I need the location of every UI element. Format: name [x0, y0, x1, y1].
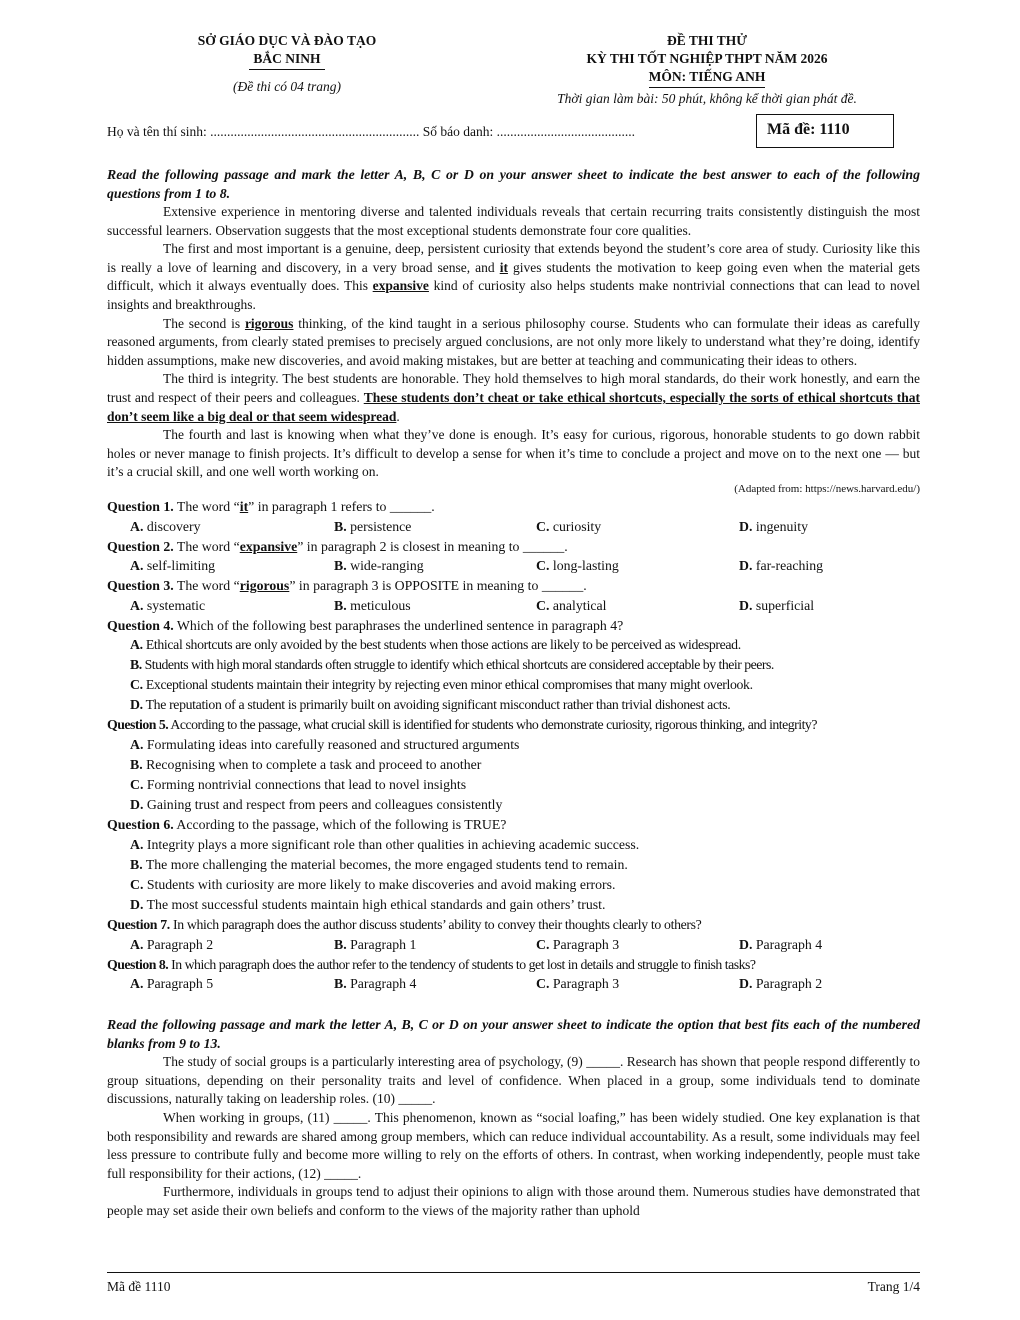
exam-title-block [497, 32, 917, 110]
option-d[interactable]: D. superficial [739, 597, 815, 613]
cloze-paragraph-1: The study of social groups is a particularly interesting area of psychology, (9) _____. Research has shown that people respond differently to group situations, depending on their personality traits and level of confidence. When placed in a group, some individuals tend to dominate discussions, naturally taking on leadership roles. (10) _____. [107, 1054, 920, 1107]
option-d[interactable]: D. far-reaching [739, 558, 823, 574]
candidate-id-field[interactable]: Số báo danh: ......................................... [422, 124, 635, 139]
option-d[interactable]: D. ingenuity [739, 518, 808, 534]
option-b[interactable]: B. Recognising when to complete a task and proceed to another [130, 757, 482, 773]
section2-instruction: Read the following passage and mark the letter A, B, C or D on your answer sheet to indicate the option that best fits each of the numbered blanks from 9 to 13. [107, 1017, 920, 1051]
option-c[interactable]: C. analytical [536, 597, 607, 613]
question-2-options [107, 556, 920, 576]
department-name: SỞ GIÁO DỤC VÀ ĐÀO TẠO [197, 33, 377, 48]
time-note: Thời gian làm bài: 50 phút, không kể thời gian phát đề. [557, 91, 857, 106]
option-a[interactable]: A. discovery [130, 518, 201, 534]
option-a[interactable]: A. Paragraph 5 [130, 976, 214, 992]
question-3-options [107, 596, 920, 616]
option-d[interactable]: D. The most successful students maintain high ethical standards and gain others’ trust. [130, 897, 606, 913]
pages-note: (Đề thi có 04 trang) [233, 79, 341, 94]
keyword-rigorous: rigorous [244, 315, 294, 331]
option-c[interactable]: C. Exceptional students maintain their integrity by rejecting even minor ethical compromises that many might overlook. [130, 677, 753, 693]
option-b[interactable]: B. meticulous [334, 597, 411, 613]
passage-paragraph-5: The fourth and last is knowing when what they’ve done is enough. It’s easy for curious, rigorous, honorable students to go down rabbit holes or never manage to finish projects. It’s difficult to develop a sense for when it’s time to conclude a project and move on to the next one — but it’s a crucial skill, and one well worth working on. [107, 427, 920, 480]
passage-paragraph-3: The second is rigorous thinking, of the kind taught in a serious philosophy course. Students who can formulate their ideas as carefully reasoned arguments, from clearly stated premises to precisely argued conclusions, are not only more likely to understand what they’re doing, identify hidden assumptions, make new discoveries, and avoid making mistakes, but are better at teaching and communicating their ideas to others. [107, 315, 920, 368]
cloze-paragraph-2: When working in groups, (11) _____. This phenomenon, known as “social loafing,” has been widely studied. One key explanation is that both responsibility and rewards are shared among group members, which can reduce individual accountability. As a result, some individuals may feel less pressure to contribute fully and become more willing to rely on the efforts of others. In contrast, when working independently, people must take full responsibility for their actions, (12) _____. [107, 1110, 920, 1181]
footer-page-number: Trang 1/4 [867, 1279, 920, 1294]
option-d[interactable]: D. Gaining trust and respect from peers and colleagues consistently [130, 797, 503, 813]
option-b[interactable]: B. wide-ranging [334, 558, 424, 574]
option-d[interactable]: D. Paragraph 2 [739, 976, 823, 992]
exam-header [107, 28, 920, 110]
question-1: Question 1. The word “it” in paragraph 1 refers to ______. [107, 498, 435, 514]
page-footer [107, 1272, 920, 1294]
option-c[interactable]: C. long-lasting [536, 558, 619, 574]
option-b[interactable]: B. Paragraph 4 [334, 976, 417, 992]
option-a[interactable]: A. self-limiting [130, 558, 216, 574]
option-b[interactable]: B. Paragraph 1 [334, 936, 417, 952]
keyword-it: it [499, 259, 508, 275]
option-a[interactable]: A. Integrity plays a more significant role than other qualities in achieving academic success. [130, 837, 640, 853]
exam-name: KỲ THI TỐT NGHIỆP THPT NĂM 2026 [586, 51, 828, 66]
option-c[interactable]: C. Paragraph 3 [536, 976, 620, 992]
question-4: Question 4. Which of the following best paraphrases the underlined sentence in paragraph 4? [107, 617, 624, 633]
option-c[interactable]: C. Students with curiosity are more likely to make discoveries and avoid making errors. [130, 877, 616, 893]
passage-paragraph-1: Extensive experience in mentoring diverse and talented individuals reveals that certain recurring traits consistently distinguish the most successful learners. Observation suggests that the most exceptional students demonstrate four core qualities. [107, 204, 920, 238]
option-a[interactable]: A. systematic [130, 597, 206, 613]
option-c[interactable]: C. Paragraph 3 [536, 936, 620, 952]
question-8-options [107, 974, 920, 994]
exam-title: ĐỀ THI THỬ [666, 33, 748, 48]
section1-instruction: Read the following passage and mark the letter A, B, C or D on your answer sheet to indicate the best answer to each of the following questions from 1 to 8. [107, 167, 920, 201]
province-name: BẮC NINH [249, 50, 324, 70]
passage-paragraph-2: The first and most important is a genuine, deep, persistent curiosity that extends beyond the student’s core area of study. Curiosity like this is really a love of learning and discovery, in a very broad sense, and it gives students the motivation to keep going even when the material gets difficult, which it always eventually does. This expansive kind of curiosity also helps students make nontrivial connections that can lead to novel insights and breakthroughs. [107, 241, 920, 312]
option-d[interactable]: D. The reputation of a student is primarily built on avoiding significant misconduct rather than trivial dishonest acts. [130, 697, 731, 713]
question-7: Question 7. In which paragraph does the author discuss students’ ability to convey their thoughts clearly to others? [107, 917, 702, 933]
option-b[interactable]: B. The more challenging the material becomes, the more engaged students tend to remain. [130, 857, 628, 873]
candidate-name-field[interactable]: Họ và tên thí sinh: .............................................................. [107, 124, 420, 139]
department-block [107, 32, 467, 98]
cloze-paragraph-3: Furthermore, individuals in groups tend to adjust their opinions to align with those around them. Numerous studies have demonstrated that people may set aside their own beliefs and conform to the views of the majority rather than uphold [107, 1184, 920, 1219]
exam-code-box: Mã đề: 1110 [756, 114, 894, 148]
candidate-row [107, 114, 920, 148]
passage-paragraph-4: The third is integrity. The best students are honorable. They hold themselves to high moral standards, do their work honestly, and earn the trust and respect of their peers and colleagues. These students don’t cheat or take ethical shortcuts, especially the sorts of ethical shortcuts that don’t seem like a big deal or that seem widespread. [107, 371, 920, 424]
option-a[interactable]: A. Paragraph 2 [130, 936, 214, 952]
option-c[interactable]: C. curiosity [536, 518, 602, 534]
passage-source: (Adapted from: https://news.harvard.edu/) [734, 482, 920, 495]
option-a[interactable]: A. Ethical shortcuts are only avoided by the best students when those actions are likely to be perceived as widespread. [130, 637, 741, 653]
question-2: Question 2. The word “expansive” in paragraph 2 is closest in meaning to ______. [107, 538, 568, 554]
subject-name: MÔN: TIẾNG ANH [649, 68, 766, 88]
question-3: Question 3. The word “rigorous” in paragraph 3 is OPPOSITE in meaning to ______. [107, 578, 587, 594]
question-8: Question 8. In which paragraph does the author refer to the tendency of students to get lost in details and struggle to finish tasks? [107, 956, 756, 972]
option-c[interactable]: C. Forming nontrivial connections that lead to novel insights [130, 777, 467, 793]
option-b[interactable]: B. persistence [334, 518, 412, 534]
keyword-expansive: expansive [372, 278, 429, 294]
question-7-options [107, 935, 920, 955]
cloze-passage [107, 1053, 920, 1220]
question-1-options [107, 517, 920, 537]
question-5: Question 5. According to the passage, what crucial skill is identified for students who demonstrate curiosity, rigorous thinking, and integrity? [107, 717, 817, 733]
exam-page [107, 28, 920, 1221]
option-a[interactable]: A. Formulating ideas into carefully reasoned and structured arguments [130, 737, 520, 753]
question-6: Question 6. According to the passage, which of the following is TRUE? [107, 817, 507, 833]
underlined-sentence: These students don’t cheat or take ethical shortcuts, especially the sorts of ethical shortcuts that don’t seem like a big deal or that seem widespread [107, 389, 920, 424]
footer-exam-code: Mã đề 1110 [107, 1279, 171, 1294]
option-d[interactable]: D. Paragraph 4 [739, 936, 823, 952]
option-b[interactable]: B. Students with high moral standards often struggle to identify which ethical shortcuts are considered acceptable by their peers. [130, 657, 774, 673]
reading-passage [107, 203, 920, 497]
